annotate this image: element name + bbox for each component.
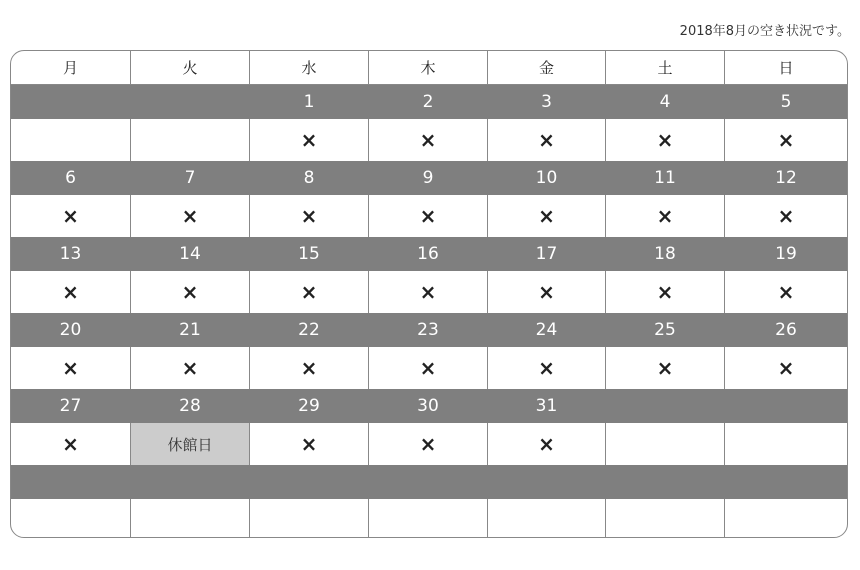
unavailable-mark: × (250, 119, 369, 161)
date-cell: 21 (131, 313, 250, 347)
status-cell (369, 499, 488, 538)
date-cell: 4 (606, 85, 725, 119)
status-cell (131, 119, 250, 161)
date-cell: 29 (250, 389, 369, 423)
date-cell: 12 (725, 161, 847, 195)
unavailable-mark: × (131, 195, 250, 237)
unavailable-mark: × (369, 347, 488, 389)
date-cell: 19 (725, 237, 847, 271)
unavailable-mark: × (369, 195, 488, 237)
date-cell (606, 465, 725, 499)
status-cell (11, 119, 131, 161)
date-cell: 10 (488, 161, 606, 195)
unavailable-mark: × (250, 423, 369, 465)
date-cell: 25 (606, 313, 725, 347)
weekday-header: 水 (250, 51, 369, 85)
date-cell: 26 (725, 313, 847, 347)
date-cell: 22 (250, 313, 369, 347)
date-cell (131, 465, 250, 499)
date-cell: 31 (488, 389, 606, 423)
date-cell (606, 389, 725, 423)
date-cell (250, 465, 369, 499)
date-cell (369, 465, 488, 499)
status-cell (725, 423, 847, 465)
status-cell (606, 499, 725, 538)
unavailable-mark: × (131, 271, 250, 313)
date-cell: 2 (369, 85, 488, 119)
date-cell: 3 (488, 85, 606, 119)
date-cell: 15 (250, 237, 369, 271)
unavailable-mark: × (250, 195, 369, 237)
date-cell (725, 389, 847, 423)
date-cell: 30 (369, 389, 488, 423)
date-cell (11, 465, 131, 499)
unavailable-mark: × (250, 347, 369, 389)
unavailable-mark: × (488, 195, 606, 237)
date-cell: 28 (131, 389, 250, 423)
weekday-header: 木 (369, 51, 488, 85)
unavailable-mark: × (777, 356, 795, 380)
unavailable-mark: × (777, 204, 795, 228)
weekday-header: 火 (131, 51, 250, 85)
date-cell: 11 (606, 161, 725, 195)
date-cell: 27 (11, 389, 131, 423)
availability-caption: 2018年8月の空き状況です。 (679, 24, 850, 39)
unavailable-mark: × (250, 271, 369, 313)
date-cell (725, 465, 847, 499)
date-cell: 16 (369, 237, 488, 271)
unavailable-mark: × (606, 119, 725, 161)
date-cell: 13 (11, 237, 131, 271)
date-cell: 23 (369, 313, 488, 347)
date-cell: 14 (131, 237, 250, 271)
weekday-header: 月 (11, 51, 131, 85)
unavailable-mark: × (11, 195, 131, 237)
unavailable-mark: × (488, 119, 606, 161)
status-cell (131, 499, 250, 538)
status-cell (725, 499, 847, 538)
date-cell: 1 (250, 85, 369, 119)
date-cell: 5 (725, 85, 847, 119)
status-cell (488, 499, 606, 538)
unavailable-mark: × (488, 423, 606, 465)
date-cell: 8 (250, 161, 369, 195)
status-cell (606, 423, 725, 465)
unavailable-mark: × (777, 128, 795, 152)
unavailable-mark: × (488, 347, 606, 389)
weekday-header: 日 (725, 51, 847, 85)
unavailable-mark: × (369, 119, 488, 161)
weekday-header: 金 (488, 51, 606, 85)
unavailable-mark: × (606, 347, 725, 389)
date-cell (11, 85, 131, 119)
date-cell: 17 (488, 237, 606, 271)
weekday-header: 土 (606, 51, 725, 85)
unavailable-mark: × (11, 347, 131, 389)
closed-day-cell: 休館日 (131, 423, 250, 465)
date-cell: 9 (369, 161, 488, 195)
unavailable-mark: × (369, 423, 488, 465)
status-cell (11, 499, 131, 538)
date-cell: 6 (11, 161, 131, 195)
date-cell (131, 85, 250, 119)
unavailable-mark: × (11, 271, 131, 313)
date-cell: 24 (488, 313, 606, 347)
availability-calendar (10, 50, 848, 538)
status-cell (250, 499, 369, 538)
unavailable-mark: × (131, 347, 250, 389)
unavailable-mark: × (488, 271, 606, 313)
date-cell: 7 (131, 161, 250, 195)
date-cell: 18 (606, 237, 725, 271)
unavailable-mark: × (606, 195, 725, 237)
unavailable-mark: × (11, 423, 131, 465)
unavailable-mark: × (369, 271, 488, 313)
unavailable-mark: × (777, 280, 795, 304)
date-cell (488, 465, 606, 499)
date-cell: 20 (11, 313, 131, 347)
unavailable-mark: × (606, 271, 725, 313)
